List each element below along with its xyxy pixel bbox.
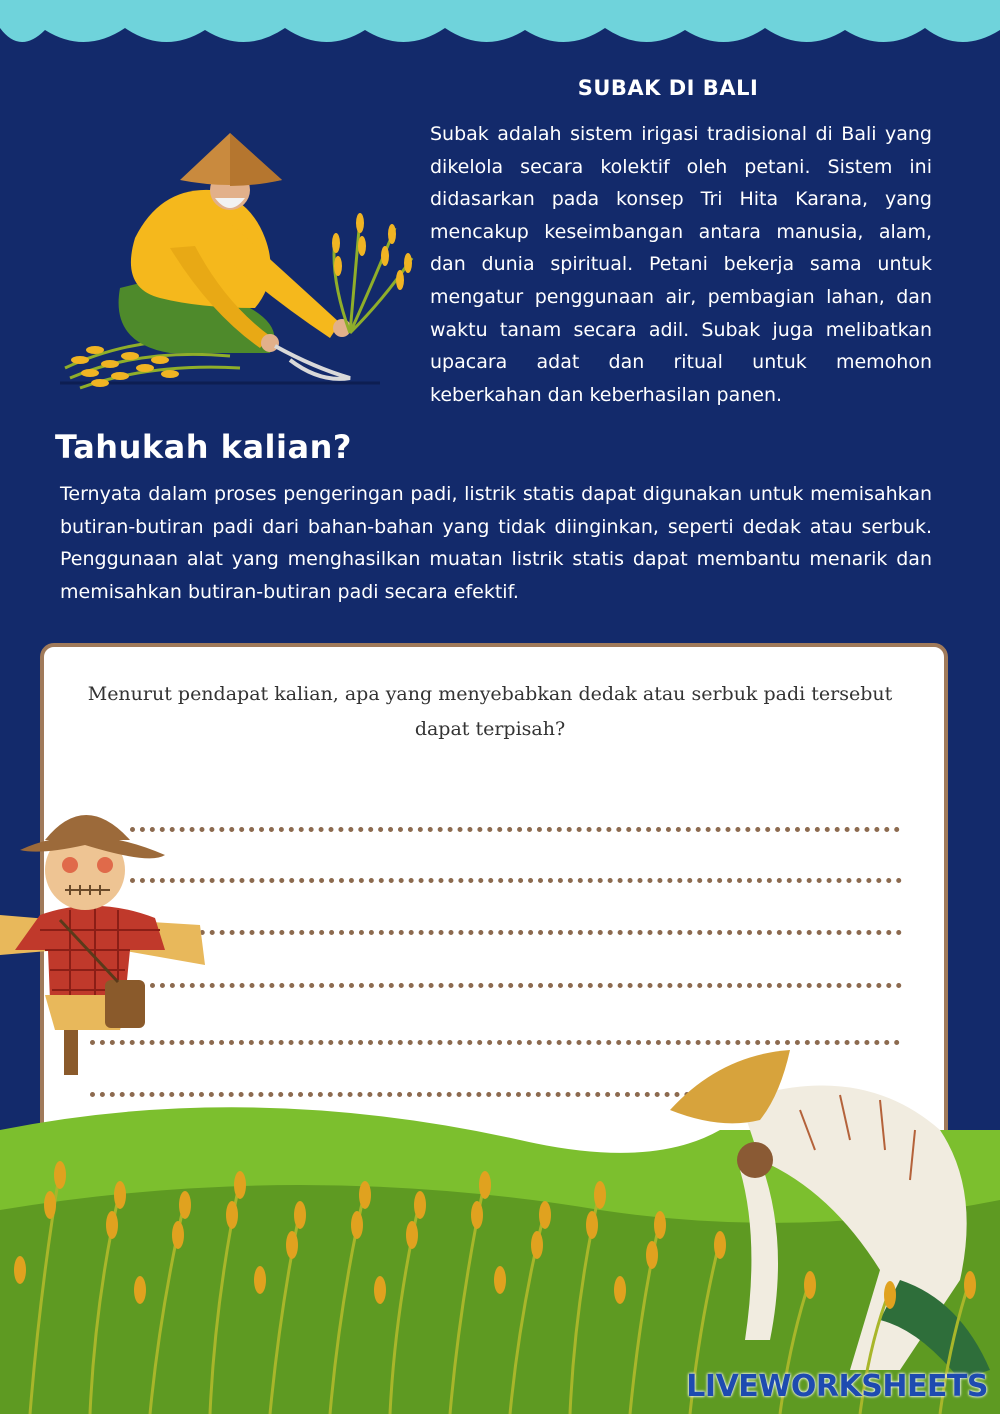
subak-description: Subak adalah sistem irigasi tradisional di Bali yang dikelola secara kolektif oleh petani. Sistem ini didasarkan pada konsep Tri Hita Karana, yang mencakup keseimbangan antara manusia, alam, dan dunia spiritual. Petani bekerja sama untuk mengatur penggunaan air, pembagian lahan, dan waktu tanam secara adil. Subak juga melibatkan upacara adat dan ritual untuk memohon keberkahan dan keberhasilan panen. [430,123,932,406]
cloud-border [0,0,1000,60]
answer-line-3[interactable] [150,930,902,935]
rice-field-farmer-icon [0,1040,1000,1414]
answer-line-2[interactable] [130,878,902,883]
farmer-harvesting-icon [50,128,420,418]
did-you-know-text: Ternyata dalam proses pengeringan padi, listrik statis dapat digunakan untuk memisahkan butiran-butiran padi dari bahan-bahan yang tidak diinginkan, seperti dedak atau serbuk. Penggunaan alat yang menghasilkan muatan listrik statis dapat membantu menarik dan memisahkan butiran-butiran padi secara efektif. [60,483,932,603]
did-you-know-heading: Tahukah kalian? [55,428,352,466]
subak-title: SUBAK DI BALI [577,76,759,100]
scarecrow-icon [0,800,210,1080]
liveworksheets-watermark: LIVEWORKSHEETS [686,1369,988,1404]
answer-line-4[interactable] [150,983,902,988]
answer-line-1[interactable] [130,827,900,832]
question-text: Menurut pendapat kalian, apa yang menyebabkan dedak atau serbuk padi tersebut dapat terpisah? [87,683,893,740]
